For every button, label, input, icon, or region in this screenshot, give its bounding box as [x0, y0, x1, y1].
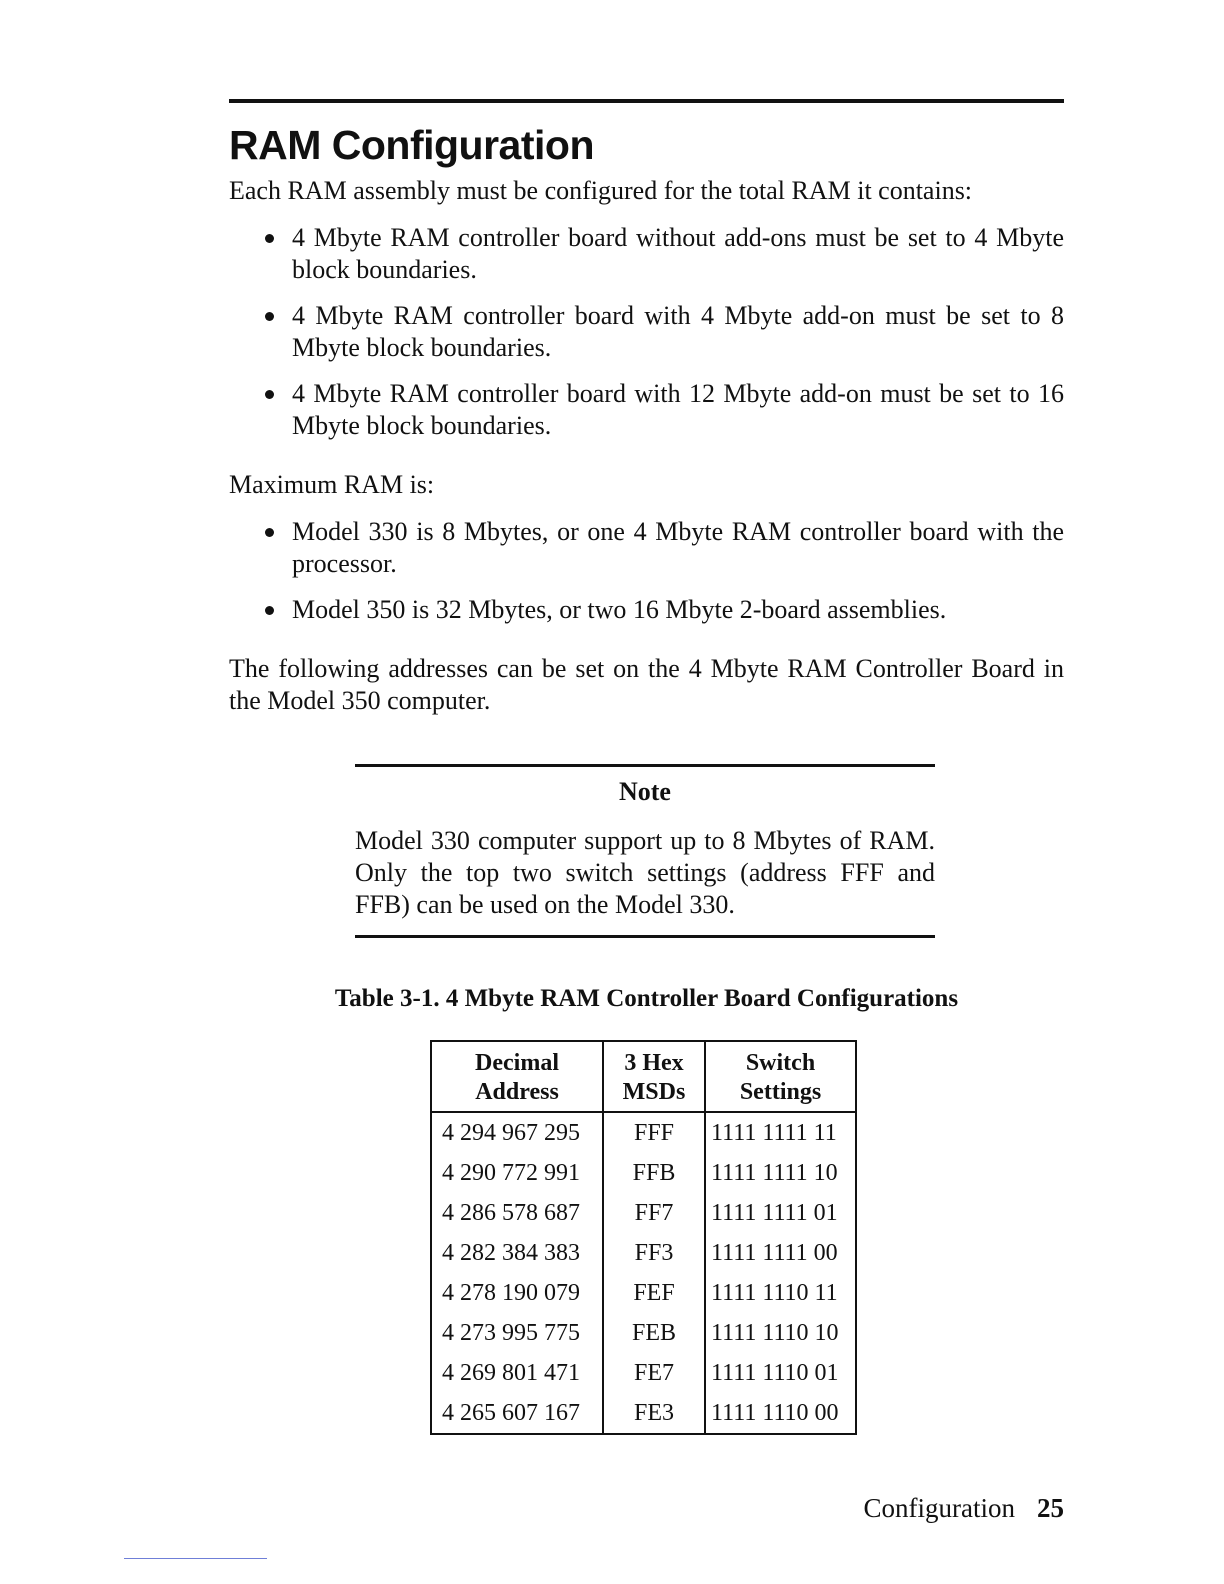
max-ram-bullet-list — [262, 516, 1064, 626]
switch-settings-cell: 1111 1110 01 — [705, 1353, 856, 1393]
switch-settings-cell: 1111 1111 11 — [705, 1112, 856, 1153]
page-number: 25 — [1037, 1493, 1064, 1523]
table-row — [431, 1112, 856, 1153]
config-table — [430, 1040, 857, 1435]
hex-msds-cell: FF7 — [603, 1193, 705, 1233]
bullet-icon — [265, 234, 274, 243]
intro-paragraph: Each RAM assembly must be configured for the total RAM it contains: — [229, 176, 973, 205]
table-row — [431, 1353, 856, 1393]
switch-settings-cell: 1111 1111 00 — [705, 1233, 856, 1273]
hex-msds-cell: FF3 — [603, 1233, 705, 1273]
list-item — [262, 378, 1064, 442]
bullet-text: 4 Mbyte RAM controller board without add-ons must be set to 4 Mbyte block boundaries. — [292, 223, 1064, 284]
addresses-paragraph: The following addresses can be set on the 4 Mbyte RAM Controller Board in the Model 350 computer. — [229, 654, 1064, 715]
decimal-address-cell: 4 294 967 295 — [442, 1120, 580, 1146]
hex-msds-cell: FFB — [603, 1153, 705, 1193]
decimal-address-cell: 4 278 190 079 — [442, 1280, 580, 1306]
max-ram-intro: Maximum RAM is: — [229, 470, 435, 499]
decimal-address-cell: 4 282 384 383 — [442, 1240, 580, 1266]
column-header-hex-msds: 3 Hex MSDs — [603, 1041, 705, 1112]
table-row — [431, 1313, 856, 1353]
column-header-decimal-address: Decimal Address — [431, 1041, 603, 1112]
column-header-switch-settings: Switch Settings — [705, 1041, 856, 1112]
hex-msds-cell: FFF — [603, 1112, 705, 1153]
scan-artifact-line — [124, 1558, 267, 1559]
decimal-address-cell: 4 290 772 991 — [442, 1160, 580, 1186]
list-item — [262, 222, 1064, 286]
page-footer — [864, 1491, 1064, 1525]
note-top-rule — [355, 764, 935, 767]
top-rule — [229, 99, 1064, 103]
footer-section-name: Configuration — [863, 1493, 1015, 1523]
switch-settings-cell: 1111 1111 10 — [705, 1153, 856, 1193]
list-item — [262, 300, 1064, 364]
hex-msds-cell: FE7 — [603, 1353, 705, 1393]
bullet-text: 4 Mbyte RAM controller board with 12 Mbyte add-on must be set to 16 Mbyte block boundaries. — [292, 379, 1064, 440]
decimal-address-cell: 4 286 578 687 — [442, 1200, 580, 1226]
switch-settings-cell: 1111 1110 10 — [705, 1313, 856, 1353]
bullet-text: Model 350 is 32 Mbytes, or two 16 Mbyte 2-board assemblies. — [292, 595, 947, 624]
switch-settings-cell: 1111 1110 00 — [705, 1393, 856, 1434]
decimal-address-cell: 4 273 995 775 — [442, 1320, 580, 1346]
switch-settings-cell: 1111 1111 01 — [705, 1193, 856, 1233]
hex-msds-cell: FEB — [603, 1313, 705, 1353]
bullet-icon — [265, 606, 274, 615]
hex-msds-cell: FEF — [603, 1273, 705, 1313]
switch-settings-cell: 1111 1110 11 — [705, 1273, 856, 1313]
config-bullet-list — [262, 222, 1064, 442]
bullet-text: 4 Mbyte RAM controller board with 4 Mbyte add-on must be set to 8 Mbyte block boundaries. — [292, 301, 1064, 362]
table-caption: Table 3-1. 4 Mbyte RAM Controller Board Configurations — [334, 985, 959, 1012]
table-row — [431, 1393, 856, 1434]
table-row — [431, 1273, 856, 1313]
page-title: RAM Configuration — [229, 122, 594, 168]
table-row — [431, 1233, 856, 1273]
table-row — [431, 1193, 856, 1233]
decimal-address-cell: 4 265 607 167 — [442, 1400, 580, 1426]
table-row — [431, 1153, 856, 1193]
bullet-icon — [265, 390, 274, 399]
hex-msds-cell: FE3 — [603, 1393, 705, 1434]
note-title: Note — [619, 777, 671, 806]
list-item — [262, 516, 1064, 580]
table-header-row — [431, 1041, 856, 1112]
bullet-icon — [265, 528, 274, 537]
bullet-icon — [265, 312, 274, 321]
bullet-text: Model 330 is 8 Mbytes, or one 4 Mbyte RAM controller board with the processor. — [292, 517, 1064, 578]
list-item — [262, 594, 1064, 626]
note-body: Model 330 computer support up to 8 Mbytes of RAM. Only the top two switch settings (address FFF and FFB) can be used on the Model 330. — [355, 826, 935, 919]
decimal-address-cell: 4 269 801 471 — [442, 1360, 580, 1386]
note-bottom-rule — [355, 935, 935, 938]
